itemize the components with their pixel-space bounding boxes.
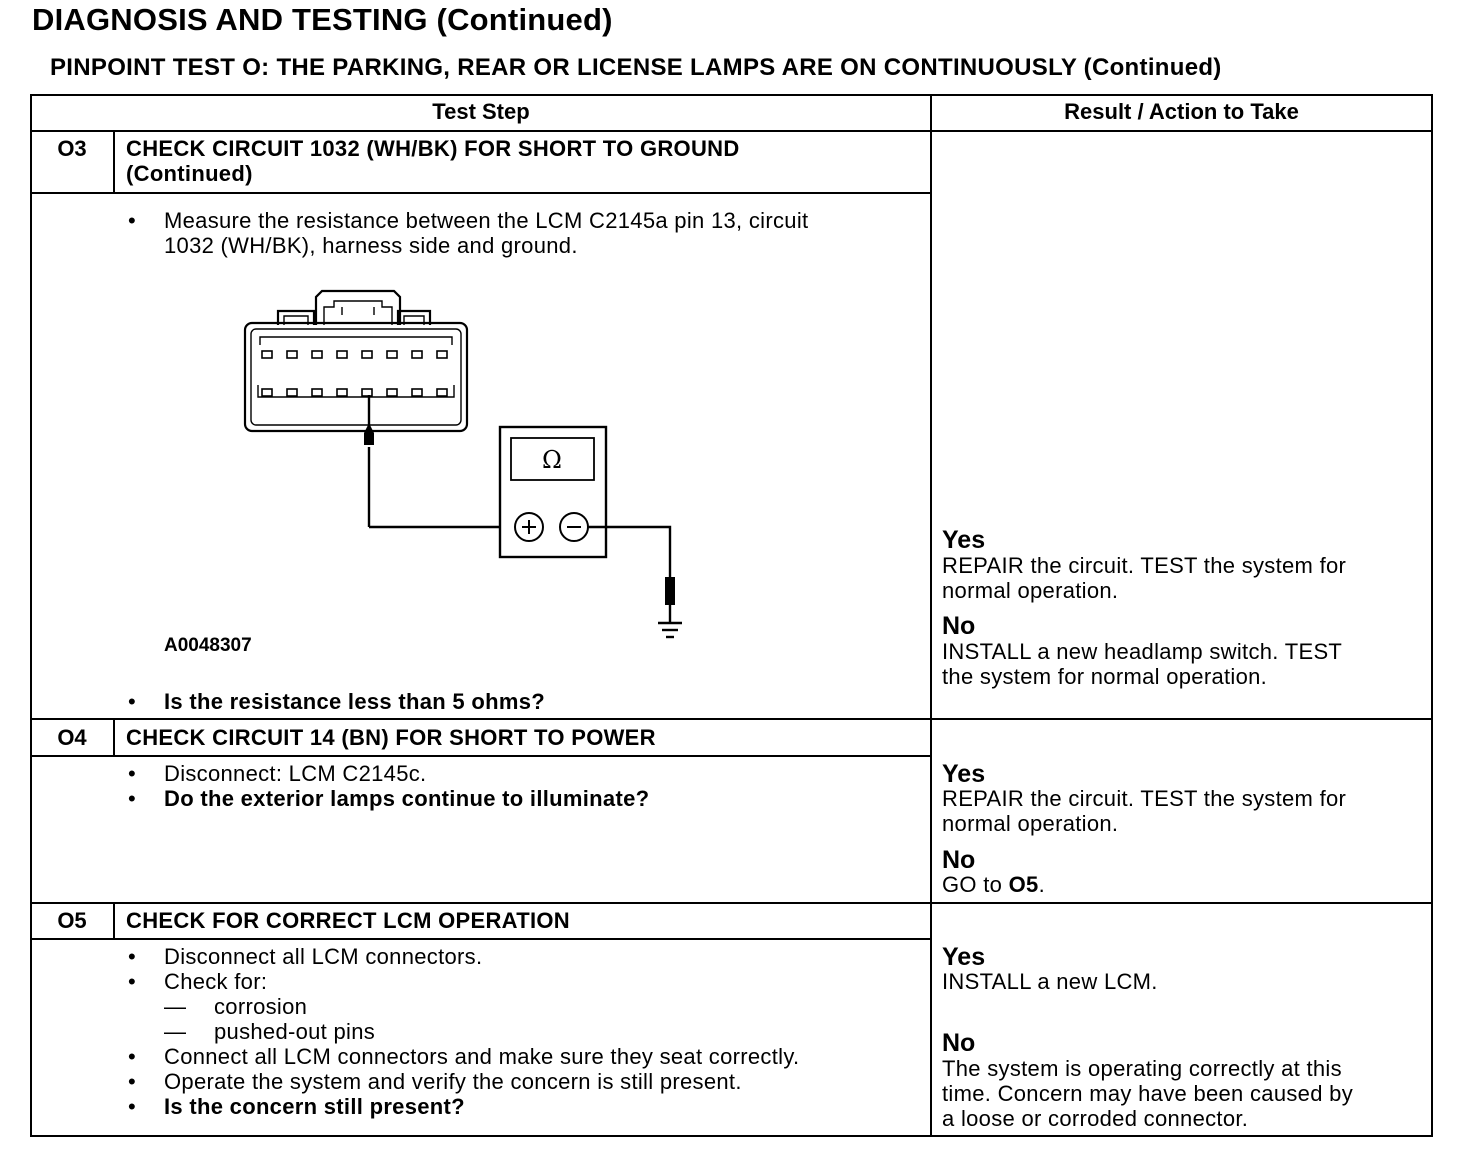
step-o5-instruction-2: Check for: (164, 969, 268, 994)
step-o4-instruction: Disconnect: LCM C2145c. (164, 761, 427, 786)
bullet: • (128, 944, 136, 969)
o5-no-line1: The system is operating correctly at this (942, 1056, 1342, 1081)
page-title: DIAGNOSIS AND TESTING (Continued) (32, 2, 613, 37)
bullet: • (128, 786, 136, 811)
o4-no-target-link[interactable]: O5 (1008, 872, 1039, 897)
ohm-symbol: Ω (542, 446, 562, 474)
o3-no-line1: INSTALL a new headlamp switch. TEST (942, 639, 1343, 664)
step-o3-question: Is the resistance less than 5 ohms? (164, 689, 545, 714)
column-divider (930, 94, 932, 1137)
o5-no-line2: time. Concern may have been caused by (942, 1081, 1353, 1106)
header-test-step: Test Step (432, 99, 530, 124)
o4-yes-line1: REPAIR the circuit. TEST the system for (942, 786, 1347, 811)
step-o4-id: O4 (57, 725, 87, 750)
o4-no-suffix: . (1038, 872, 1045, 897)
connector-ohmmeter-diagram (230, 285, 700, 645)
o3-yes-label: Yes (942, 526, 986, 554)
o5-no-label: No (942, 1029, 976, 1057)
o5-yes-label: Yes (942, 943, 986, 971)
o4-title-divider (30, 755, 932, 757)
step-o5-instruction-4: Operate the system and verify the concern is still present. (164, 1069, 742, 1094)
table-border-bottom (30, 1135, 1433, 1137)
step-o5-instruction-3: Connect all LCM connectors and make sure they seat correctly. (164, 1044, 800, 1069)
o4-no-prefix: GO to (942, 872, 1009, 897)
step-o3-title-line2: (Continued) (126, 161, 253, 186)
step-o4-title: CHECK CIRCUIT 14 (BN) FOR SHORT TO POWER (126, 725, 656, 750)
bullet: • (128, 1044, 136, 1069)
table-border-left (30, 94, 32, 1137)
o3-no-label: No (942, 612, 976, 640)
figure-id: A0048307 (164, 635, 252, 656)
bullet: • (128, 969, 136, 994)
header-divider (30, 130, 1433, 132)
o5-no-line3: a loose or corroded connector. (942, 1106, 1249, 1131)
step-o5-instruction-1: Disconnect all LCM connectors. (164, 944, 483, 969)
row-divider-o4-o5 (30, 902, 1433, 904)
o5-yes-text: INSTALL a new LCM. (942, 969, 1158, 994)
o4-no-text (942, 872, 1422, 897)
step-o4-question: Do the exterior lamps continue to illuminate? (164, 786, 650, 811)
step-o3-title-line1: CHECK CIRCUIT 1032 (WH/BK) FOR SHORT TO GROUND (126, 136, 740, 161)
o5-title-divider (30, 938, 932, 940)
header-result-action: Result / Action to Take (1064, 99, 1299, 124)
table-border-right (1431, 94, 1433, 1137)
o4-yes-label: Yes (942, 760, 986, 788)
step-o3-instruction-line2: 1032 (WH/BK), harness side and ground. (164, 233, 578, 258)
o3-yes-line1: REPAIR the circuit. TEST the system for (942, 553, 1347, 578)
table-border-top (30, 94, 1433, 96)
step-o3-instruction-line1: Measure the resistance between the LCM C2145a pin 13, circuit (164, 208, 809, 233)
step-o5-sub-1: corrosion (214, 994, 308, 1019)
o4-yes-line2: normal operation. (942, 811, 1119, 836)
bullet: • (128, 1069, 136, 1094)
pinpoint-test-title: PINPOINT TEST O: THE PARKING, REAR OR LICENSE LAMPS ARE ON CONTINUOUSLY (Continued) (50, 54, 1222, 81)
o4-no-label: No (942, 846, 976, 874)
o3-title-divider (30, 192, 932, 194)
bullet: • (128, 761, 136, 786)
row-divider-o3-o4 (30, 718, 1433, 720)
dash: — (164, 1019, 186, 1044)
bullet: • (128, 208, 136, 233)
bullet: • (128, 689, 136, 714)
step-o5-question: Is the concern still present? (164, 1094, 465, 1119)
bullet: • (128, 1094, 136, 1119)
step-o5-id: O5 (57, 908, 87, 933)
dash: — (164, 994, 186, 1019)
o3-no-line2: the system for normal operation. (942, 664, 1268, 689)
step-o5-title: CHECK FOR CORRECT LCM OPERATION (126, 908, 570, 933)
step-o5-sub-2: pushed-out pins (214, 1019, 376, 1044)
step-o3-id: O3 (57, 136, 87, 161)
o3-yes-line2: normal operation. (942, 578, 1119, 603)
